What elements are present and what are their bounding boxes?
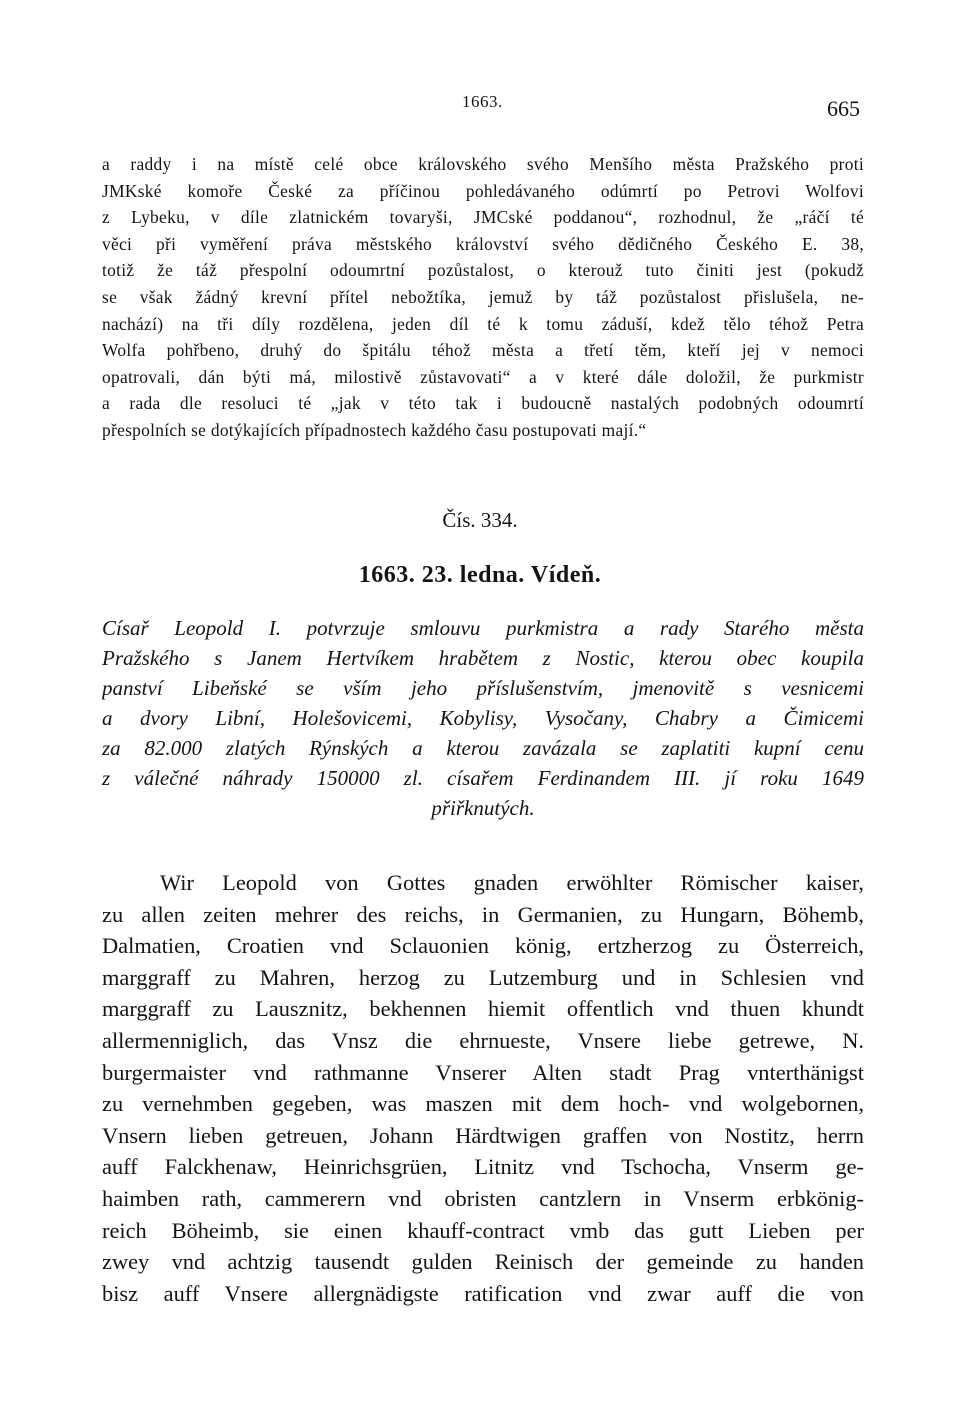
intro-line: totiž že táž přespolní odoumrtní pozůstalost, o kterouž tuto činiti jest (pokudž (102, 260, 864, 281)
document-date-place: 1663. 23. ledna. Vídeň. (358, 562, 602, 588)
regest-line: Císař Leopold I. potvrzuje smlouvu purkmistra a rady Starého města (102, 616, 864, 640)
running-header (0, 92, 960, 122)
intro-line: se však žádný krevní přítel nebožtíka, jemuž by táž pozůstalost přislušela, ne- (102, 286, 864, 307)
text-line: Vnsern lieben getreuen, Johann Härdtwigen graffen von Nostitz, herrn (102, 1122, 864, 1148)
text-line: auff Falckhenaw, Heinrichsgrüen, Litnitz vnd Tschocha, Vnserm ge- (102, 1154, 864, 1180)
regest-line: Pražského s Janem Hertvíkem hrabětem z Nostic, kterou obec koupila (102, 646, 864, 670)
intro-line: Wolfa pohřbeno, druhý do špitálu téhož města a třetí těm, kteří jej v nemoci (102, 340, 864, 361)
intro-line: JMKské komoře České za příčinou pohledávaného odúmrtí po Petrovi Wolfovi (102, 180, 864, 201)
intro-paragraph (102, 151, 864, 444)
intro-line: a raddy i na místě celé obce královského svého Menšího města Pražského proti (102, 154, 864, 174)
text-line: bisz auff Vnsere allergnädigste ratification vnd zwar auff die von (102, 1280, 864, 1306)
text-line: reich Böheimb, sie einen khauff-contract vmb das gutt Lieben per (102, 1217, 864, 1243)
regest-line: z válečné náhrady 150000 zl. císařem Ferdinandem III. jí roku 1649 (102, 766, 864, 790)
regest-line: panství Libeňské se vším jeho příslušenstvím, jmenovitě s vesnicemi (102, 676, 864, 700)
intro-line: věci při vyměření práva městského království svého dědičného Českého E. 38, (102, 233, 864, 254)
document-text (102, 867, 864, 1309)
regest-summary (102, 613, 864, 823)
text-line: marggraff zu Mahren, herzog zu Lutzemburg und in Schlesien vnd (102, 964, 864, 990)
intro-line: z Lybeku, v díle zlatnickém tovaryši, JMCské poddanou“, rozhodnul, že „ráčí té (102, 207, 864, 228)
intro-line: a rada dle resoluci té „jak v této tak i budoucně nastalých podobných odoumrtí (102, 393, 864, 414)
text-line: Dalmatien, Croatien vnd Sclauonien könig, ertzherzog zu Österreich, (102, 933, 864, 959)
regest-line: přiřknutých. (431, 796, 535, 820)
text-line: haimben rath, cammerern vnd obristen cantzlern in Vnserm erbkönig- (102, 1185, 864, 1211)
intro-line: přespolních se dotýkajících případnostech každého času postupovati mají.“ (102, 419, 647, 440)
text-line: zu vernehmben gegeben, was maszen mit dem hoch- vnd wolgebornen, (102, 1091, 864, 1117)
text-line: Wir Leopold von Gottes gnaden erwöhlter Römischer kaiser, (160, 870, 864, 895)
regest-line: za 82.000 zlatých Rýnských a kterou zavázala se zaplatiti kupní cenu (102, 736, 864, 760)
intro-line: nachází) na tři díly rozdělena, jeden díl té k tomu záduší, kdež tělo téhož Petra (102, 313, 864, 334)
text-line: zu allen zeiten mehrer des reichs, in Germanien, zu Hungarn, Böhemb, (102, 901, 864, 927)
text-line: burgermaister vnd rathmanne Vnserer Alten stadt Prag vnterthänigst (102, 1059, 864, 1085)
running-year: 1663. (462, 92, 503, 111)
regest-line: a dvory Libní, Holešovicemi, Kobylisy, Vysočany, Chabry a Čimicemi (102, 706, 864, 730)
intro-line: opatrovali, dán býti má, milostivě zůstavovati“ a v které dále doložil, že purkmistr (102, 366, 864, 387)
text-line: zwey vnd achtzig tausendt gulden Reinisch der gemeinde zu handen (102, 1249, 864, 1275)
page-number: 665 (827, 96, 860, 121)
text-line: allermenniglich, das Vnsz die ehrnueste, Vnsere liebe getrewe, N. (102, 1027, 864, 1053)
document-number: Čís. 334. (442, 508, 518, 532)
text-line: marggraff zu Lausznitz, bekhennen hiemit offentlich vnd thuen khundt (102, 996, 864, 1022)
